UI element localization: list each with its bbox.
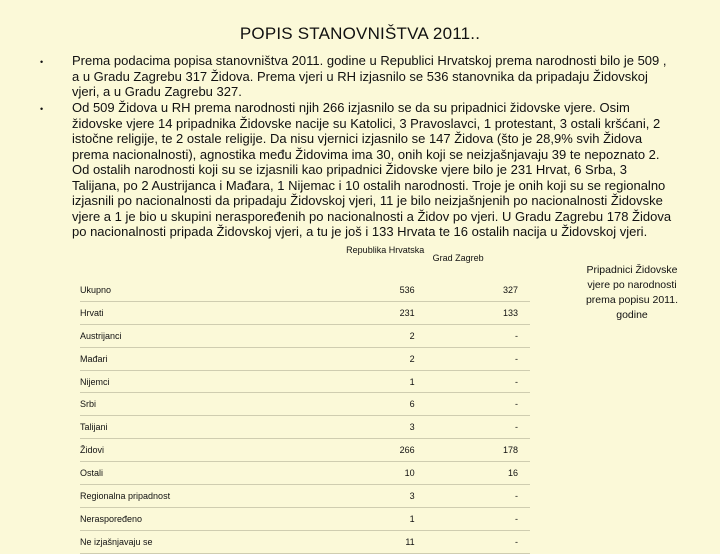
value-zagreb: 327 (425, 279, 530, 301)
table-header-row (80, 245, 530, 279)
table-header-zagreb: Grad Zagreb (432, 253, 484, 263)
value-zagreb: - (425, 416, 530, 439)
table-row (80, 416, 530, 439)
value-zagreb: - (425, 370, 530, 393)
row-label: Ne izjašnjavaju se (80, 530, 342, 553)
table-row (80, 301, 530, 324)
value-croatia: 11 (342, 530, 424, 553)
value-croatia: 536 (342, 279, 424, 301)
row-label: Nijemci (80, 370, 342, 393)
value-zagreb: - (425, 485, 530, 508)
value-croatia: 10 (342, 462, 424, 485)
table-row (80, 324, 530, 347)
value-croatia: 231 (342, 301, 424, 324)
value-croatia: 2 (342, 347, 424, 370)
row-label: Ostali (80, 462, 342, 485)
table-row (80, 462, 530, 485)
row-label: Regionalna pripadnost (80, 485, 342, 508)
bullet-icon: • (40, 104, 44, 114)
value-zagreb: - (425, 324, 530, 347)
value-croatia: 266 (342, 439, 424, 462)
value-zagreb: - (425, 507, 530, 530)
value-zagreb: - (425, 393, 530, 416)
value-zagreb: 178 (425, 439, 530, 462)
paragraph-1: Prema podacima popisa stanovništva 2011. godine u Republici Hrvatskoj prema narodnosti bilo je 509 , a u Gradu Zagrebu 317 Židova. Prema vjeri u RH izjasnilo se 536 stanovnika da pripadaju Židovskoj vjeri, a u Gradu Zagrebu 327. (72, 53, 667, 99)
value-croatia: 1 (342, 507, 424, 530)
value-zagreb: - (425, 347, 530, 370)
table-header-croatia: Republika Hrvatska (346, 245, 425, 255)
value-zagreb: - (425, 530, 530, 553)
row-label: Neraspoređeno (80, 507, 342, 530)
page-title: POPIS STANOVNIŠTVA 2011.. (239, 24, 481, 43)
value-zagreb: 16 (425, 462, 530, 485)
table-row (80, 485, 530, 508)
table-row (80, 279, 530, 301)
table-header-label (80, 245, 342, 279)
paragraph-2: Od 509 Židova u RH prema narodnosti njih 266 izjasnilo se da su pripadnici židovske vjere. Osim židovske vjere 14 pripadnika Židovske nacije su Katolici, 3 Pravoslavci, 1 protestant, 3 ostali kršćani, 2 istočne religije, te 2 ostale religije. Da nisu vjernici izjasnilo se 147 Židova (što je 28,9% svih Židova prema nacionalnosti), agnostika među Židovima ima 30, onih koji se neizjašnjavaju 39 te nepoznato 2. Od ostalih narodnosti koji su se izjasnili kao pripadnici Židovske vjere bilo je 231 Hrvat, 6 Srba, 3 Talijana, po 2 Austrijanca i Mađara, 1 Nijemac i 10 ostalih narodnosti. Troje je onih koji su se regionalno izjasnili po nacionalnosti da pripadaju Židovskoj vjeri, 11 je bilo neizjašnjenih po nacionalnosti Židovske vjere a 1 je bio u skupini neraspoređenih po nacionalnosti a Židov po vjeri. U Gradu Zagrebu 178 Židova po nacionalnosti pripada Židovskoj vjeri, a tu je još i 133 Hrvata te 16 ostalih nacija u Židovskoj vjeri. (72, 100, 672, 239)
census-table (80, 245, 530, 554)
row-label: Srbi (80, 393, 342, 416)
table-row (80, 530, 530, 553)
value-croatia: 6 (342, 393, 424, 416)
row-label: Talijani (80, 416, 342, 439)
table-row (80, 370, 530, 393)
row-label: Hrvati (80, 301, 342, 324)
row-label: Židovi (80, 439, 342, 462)
value-croatia: 3 (342, 485, 424, 508)
table-caption: Pripadnici Židovske vjere po narodnosti prema popisu 2011. godine (585, 264, 679, 321)
value-zagreb: 133 (425, 301, 530, 324)
table-row (80, 439, 530, 462)
row-label: Mađari (80, 347, 342, 370)
value-croatia: 2 (342, 324, 424, 347)
table-row (80, 393, 530, 416)
value-croatia: 3 (342, 416, 424, 439)
table-row (80, 507, 530, 530)
bullet-icon: • (40, 57, 44, 67)
row-label: Austrijanci (80, 324, 342, 347)
table-row (80, 347, 530, 370)
row-label: Ukupno (80, 279, 342, 301)
value-croatia: 1 (342, 370, 424, 393)
